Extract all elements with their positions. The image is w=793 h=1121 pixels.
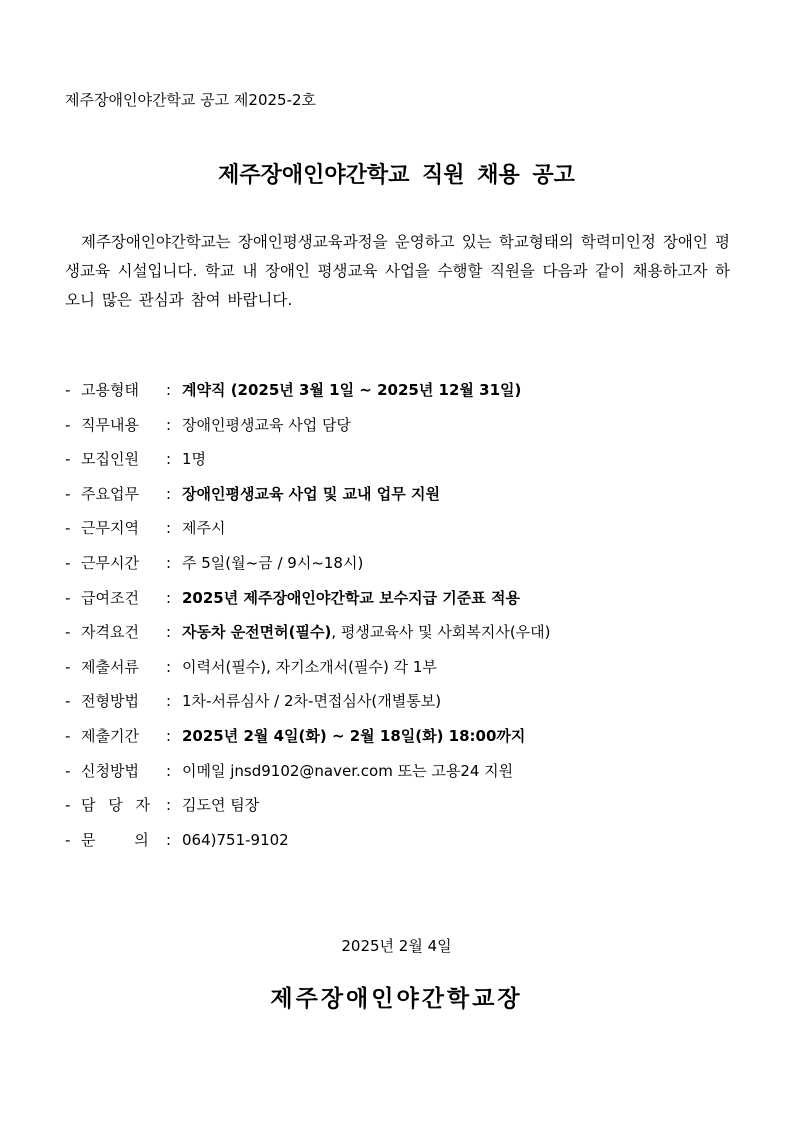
item-value: 이메일 jnsd9102@naver.com 또는 고용24 지원 bbox=[182, 761, 514, 780]
item-label: 근무시간 bbox=[81, 553, 139, 572]
item-label: 급여조건 bbox=[81, 588, 139, 607]
item-value: 계약직 (2025년 3월 1일 ~ 2025년 12월 31일) bbox=[182, 381, 522, 399]
item-value: 1차-서류심사 / 2차-면접심사(개별통보) bbox=[182, 692, 442, 711]
item-application: - 신청방법 : 이메일 jnsd9102@naver.com 또는 고용24 지원 bbox=[65, 754, 551, 789]
item-value: 제주시 bbox=[182, 519, 226, 538]
item-documents: - 제출서류 : 이력서(필수), 자기소개서(필수) 각 1부 bbox=[65, 650, 551, 685]
item-label: 제출서류 bbox=[81, 657, 139, 676]
intro-paragraph: 제주장애인야간학교는 장애인평생교육과정을 운영하고 있는 학교형태의 학력미인정 장애인 평생교육 시설입니다. 학교 내 장애인 평생교육 사업을 수행할 직원을 다음과 같이 채용하고자 하오니 많은 관심과 참여 바랍니다. bbox=[65, 233, 730, 309]
item-contact-person: - 담 당 자 : 김도연 팀장 bbox=[65, 788, 551, 823]
item-label: 고용형태 bbox=[81, 381, 139, 399]
item-label: 담 당 자 bbox=[81, 796, 151, 815]
item-label: 모집인원 bbox=[81, 450, 139, 469]
item-work-area: - 근무지역 : 제주시 bbox=[65, 511, 551, 546]
item-label: 주요업무 bbox=[81, 484, 139, 503]
item-deadline: - 제출기간 : 2025년 2월 4일(화) ~ 2월 18일(화) 18:00까지 bbox=[65, 719, 551, 754]
item-value: 이력서(필수), 자기소개서(필수) 각 1부 bbox=[182, 657, 437, 676]
item-work-hours: - 근무시간 : 주 5일(월~금 / 9시~18시) bbox=[65, 546, 551, 581]
item-value-required: 자동차 운전면허(필수) bbox=[182, 623, 332, 642]
item-job-content: - 직무내용 : 장애인평생교육 사업 담당 bbox=[65, 408, 551, 443]
item-qualifications: - 자격요건 : 자동차 운전면허(필수), 평생교육사 및 사회복지사(우대) bbox=[65, 615, 551, 650]
announcement-date: 2025년 2월 4일 bbox=[341, 937, 452, 955]
item-value: 2025년 제주장애인야간학교 보수지급 기준표 적용 bbox=[182, 588, 520, 607]
item-value: 064)751-9102 bbox=[182, 830, 289, 849]
item-label: 신청방법 bbox=[81, 761, 139, 780]
item-label: 근무지역 bbox=[81, 519, 139, 538]
item-label: 자격요건 bbox=[81, 623, 139, 642]
item-value: 김도연 팀장 bbox=[182, 796, 260, 815]
principal-signature: 제주장애인야간학교장 bbox=[270, 986, 523, 1012]
item-selection: - 전형방법 : 1차-서류심사 / 2차-면접심사(개별통보) bbox=[65, 684, 551, 719]
item-value: 장애인평생교육 사업 담당 bbox=[182, 415, 351, 434]
item-label: 제출기간 bbox=[81, 726, 139, 745]
item-value: 2025년 2월 4일(화) ~ 2월 18일(화) 18:00까지 bbox=[182, 726, 526, 745]
item-label: 직무내용 bbox=[81, 415, 139, 434]
item-headcount: - 모집인원 : 1명 bbox=[65, 442, 551, 477]
item-value: 주 5일(월~금 / 9시~18시) bbox=[182, 553, 364, 572]
item-label: 문 의 bbox=[81, 830, 149, 849]
item-main-duties: - 주요업무 : 장애인평생교육 사업 및 교내 업무 지원 bbox=[65, 477, 551, 512]
item-value-preferred: , 평생교육사 및 사회복지사(우대) bbox=[331, 623, 551, 642]
page-title: 제주장애인야간학교 직원 채용 공고 bbox=[218, 163, 575, 188]
notice-number: 제주장애인야간학교 공고 제2025-2호 bbox=[65, 91, 317, 109]
item-employment-type: - 고용형태 : 계약직 (2025년 3월 1일 ~ 2025년 12월 31일) bbox=[65, 373, 551, 408]
item-salary: - 급여조건 : 2025년 제주장애인야간학교 보수지급 기준표 적용 bbox=[65, 581, 551, 616]
recruitment-details bbox=[65, 373, 551, 857]
item-label: 전형방법 bbox=[81, 692, 139, 711]
item-value: 장애인평생교육 사업 및 교내 업무 지원 bbox=[182, 484, 440, 503]
item-value: 1명 bbox=[182, 450, 207, 469]
item-inquiry: - 문 의 : 064)751-9102 bbox=[65, 823, 551, 858]
